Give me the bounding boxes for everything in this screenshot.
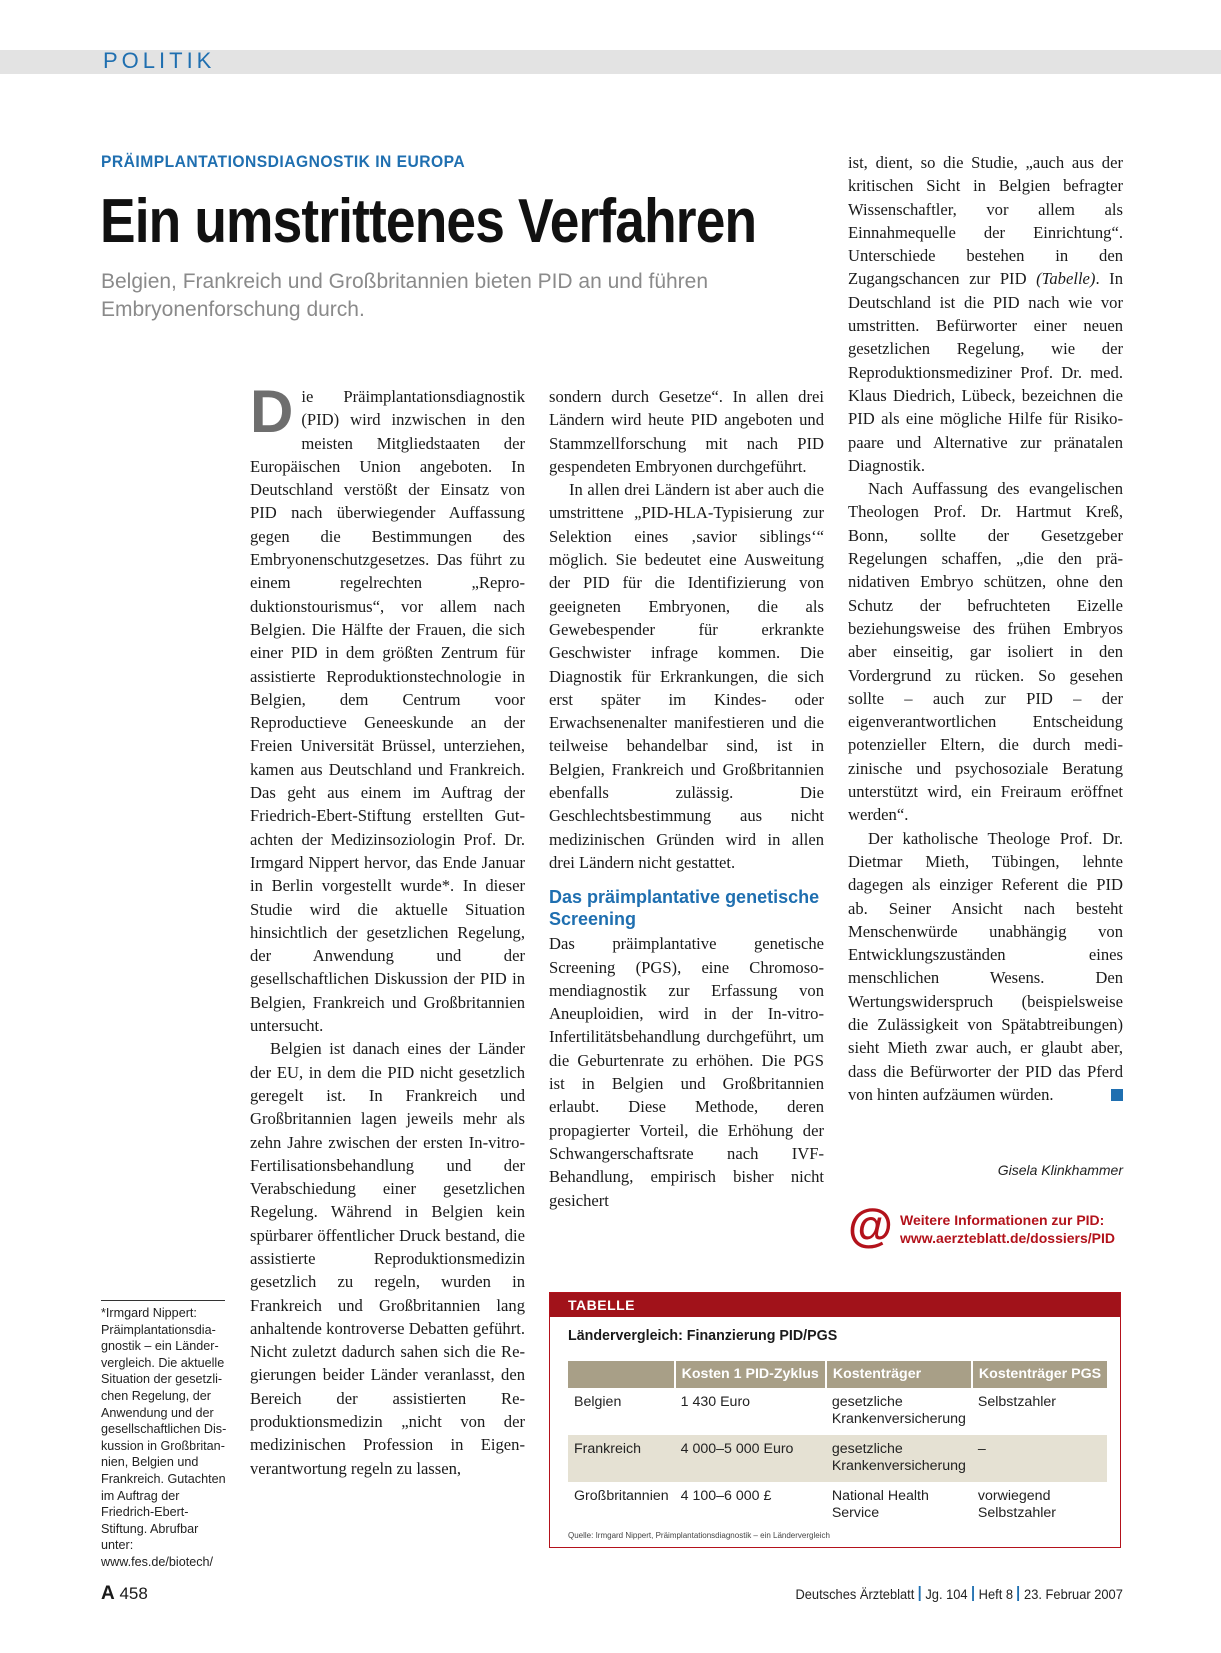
text-column-1 (250, 378, 525, 1480)
table-cell: gesetzliche Krankenversicherung (826, 1435, 972, 1482)
table-label: TABELLE (550, 1293, 1120, 1317)
footnote: *Irmgard Nippert: Präimplantationsdiagnostik – ein Ländervergleich. Die aktuelle Situation der gesetzlichen Regelung, der Anwendung und der gesellschaftlichen Diskussion in Großbritannien, Belgien und Frankreich. Gutachten im Auftrag der Friedrich-Ebert-Stiftung. Abrufbar unter: www.fes.de/biotech/ (101, 1306, 227, 1569)
article-subtitle: Belgien, Frankreich und Großbritannien bieten PID an und führen Embryonenforschung durch. (101, 270, 709, 321)
footnote-rule (101, 1300, 225, 1301)
paragraph (848, 827, 1123, 1107)
table-source: Quelle: Irmgard Nippert, Präimplantationsdiagnostik – ein Ländervergleich (568, 1531, 830, 1540)
journal-date: 23. Februar 2007 (1024, 1586, 1123, 1602)
table-cell: vorwiegend Selbstzahler (977, 1488, 1056, 1521)
column-header: Kosten 1 PID-Zyklus (675, 1361, 826, 1388)
section-label: POLITIK (103, 48, 216, 73)
table-cell: Großbritannien (574, 1488, 669, 1504)
table-cell: Selbstzahler (977, 1394, 1056, 1410)
paragraph-text: Der katholische Theologe Prof. Dr. Dietmar Mieth, Tübingen, lehnte dagegen als einziger Referent die PID ab. Seiner Ansicht nach besteht Menschenwürde unabhängig von Entwicklungszuständen eines menschlichen Wesens. Den Wertungswiderspruch (beispielsweise die Zulässigkeit von Spätabtreibungen) sieht Mieth zwar auch, er glaubt aber, dass die Befürworter der PID das Pferd von hinten aufzäumen würden. (848, 828, 1123, 1104)
journal-name: Deutsches Ärzteblatt (795, 1586, 915, 1602)
text-column-3 (848, 151, 1123, 1106)
paragraph: Nach Auffassung des evangelischen Theologen Prof. Dr. Hartmut Kreß, Bonn, sollte der Gesetzgeber Regelungen schaffen, „die den pränidativen Embryo schützen, ohne den Schutz der befruchteten Eizelle beziehungsweise des frühen Embryos aber einseitig, gar isoliert in den Vordergrund zu rücken. So gesehen sollte – auch zur PID – der eigenverantwortlichen Entscheidung potenzieller Eltern, die durch medizinische und psychosoziale Beratung unterstützt wird, ein Freiraum eröffnet werden“. (848, 479, 1123, 825)
table-cell: 4 100–6 000 £ (680, 1488, 772, 1504)
column-header: Kostenträger (826, 1361, 972, 1388)
at-sign-icon: @ (848, 1199, 893, 1251)
article-kicker: PRÄIMPLANTATIONSDIAGNOSTIK IN EUROPA (101, 152, 466, 171)
separator (972, 1586, 974, 1601)
paragraph-text: . In Deutschland ist die PID nach wie vor umstritten. Befürworter einer neuen gesetzlichen Regelung, wie der Reproduktionsmediziner Prof. Dr. med. Klaus Diedrich, Lübeck, bezeichnen die PID als eine mögliche Hilfe für Risikopaare und Alternative zur pränatalen Diagnostik. (848, 269, 1123, 475)
info-box[interactable] (848, 1199, 1148, 1251)
paragraph (250, 378, 525, 1037)
table-cell: gesetzliche Krankenversicherung (831, 1394, 966, 1427)
table-cell: – (972, 1435, 1107, 1482)
table-cell: National Health Service (831, 1488, 929, 1521)
journal-issue: Heft 8 (978, 1586, 1014, 1602)
table-row (568, 1388, 1107, 1435)
journal-info (796, 1586, 1123, 1602)
paragraph: In allen drei Ländern ist aber auch die umstrittene „PID-HLA-Typisierung zur Selektion eines ‚savior siblings‘“ möglich. Sie bedeutet eine Ausweitung der PID für die Identifizierung von geeigneten Embryonen, die als Gewebespender für erkrankte Geschwister infrage kommen. Die Diagnostik für Erkrankungen, die sich erst später im Kindes- oder Erwachsenenalter manifestieren und die teilweise behandelbar sind, ist in Belgien, Frankreich und Großbritannien ebenfalls zulässig. Die Geschlechtsbestimmung aus nicht medizinischen Gründen wird in allen drei Ländern nicht gestattet. (549, 480, 824, 872)
table-box (549, 1292, 1121, 1548)
table-cell: Belgien (574, 1394, 622, 1410)
table-row (568, 1435, 1107, 1482)
page-number-value: 458 (119, 1584, 148, 1603)
paragraph-text: ist, dient, so die Studie, „auch aus der kritischen Sicht in Belgien befragter Wissenschaftler, vor allem als Einnahmequelle der Einrichtung“. Unterschiede bestehen in den Zugangschancen zur PID (848, 153, 1123, 289)
journal-volume: Jg. 104 (925, 1586, 968, 1602)
table-cell: 4 000–5 000 Euro (675, 1435, 826, 1482)
table-row (568, 1482, 1107, 1529)
drop-cap: D (250, 378, 294, 445)
paragraph: sondern durch Gesetze“. In allen drei Ländern wird heute PID angeboten und Stammzellforschung mit nach PID gespendeten Embryonen durchgeführt. (549, 387, 824, 476)
separator (919, 1586, 921, 1601)
data-table (568, 1361, 1107, 1529)
subheading: Das präimplantative genetische Screening (549, 887, 820, 930)
table-header-row (568, 1361, 1107, 1388)
end-mark-icon (1111, 1089, 1123, 1101)
column-header (568, 1361, 675, 1388)
text-column-2 (549, 385, 824, 1212)
info-text[interactable] (900, 1211, 1115, 1247)
column-header: Kostenträger PGS (972, 1361, 1107, 1388)
table-cell: 1 430 Euro (680, 1394, 751, 1410)
table-reference: (Tabelle) (1036, 269, 1096, 289)
info-link[interactable]: www.aerzteblatt.de/dossiers/PID (900, 1230, 1115, 1246)
paragraph: Das präimplantative genetische Screening (PGS), eine Chromosomendiagnostik zur Erfassung von Aneuploidien, wird in der In-vitro-Infertilitätsbehandlung durchgeführt, um die Geburtenrate zu erhöhen. Die PGS ist in Belgien und Großbritannien erlaubt. Diese Methode, deren propagierter Vorteil, die Erhöhung der Schwangerschaftsrate nach IVF-Behandlung, empirisch bisher nicht gesichert (549, 934, 824, 1210)
page-prefix: A (101, 1583, 115, 1604)
paragraph (848, 151, 1123, 477)
info-line: Weitere Informationen zur PID: (900, 1212, 1105, 1228)
paragraph-text: ie Präimplantationsdiagnostik (PID) wird inzwischen in den meisten Mitgliedstaaten der Europäischen Union angeboten. In Deutschland verstößt der Einsatz von PID nach überwiegender Auffassung gegen die Bestimmungen des Embryonenschutzgesetzes. Das führt zu einem regelrechten „Reproduktionstourismus“, vor allem nach Belgien. Die Hälfte der Frauen, die sich einer PID in dem größten Zentrum für assistierte Reproduktionstechnologie in Belgien, dem Centrum voor Reproductieve Geneeskunde an der Freien Universität Brüssel, unterziehen, kamen aus Deutschland und Frankreich. Das geht aus einem im Auftrag der Friedrich-Ebert-Stiftung erstellten Gutachten der Medizinsoziologin Prof. Dr. Irmgard Nippert hervor, das Ende Januar in Berlin vorgestellt wurde*. In dieser Studie wird die aktuelle Situation hinsichtlich der gesetzlichen Regelung, der Anwendung und der gesellschaftlichen Diskussion der PID in Belgien, Frankreich und Großbritannien untersucht. (250, 387, 525, 1036)
author-byline: Gisela Klinkhammer (997, 1162, 1123, 1178)
page-number (101, 1583, 148, 1605)
paragraph: Belgien ist danach eines der Länder der EU, in dem die PID nicht gesetzlich geregelt ist. In Frankreich und Großbritannien lagen jeweils mehr als zehn Jahre zwischen der ersten In-vitro-Fertilisationsbehandlung und der Verabschiedung einer gesetzlichen Regelung. Während in Belgien kein spürbarer öffentlicher Druck bestand, die assistierte Reproduktionsmedizin gesetzlich zu regeln, wurden in Frankreich und Großbritannien lang anhaltende kontroverse Debatten geführt. Nicht zuletzt dadurch sahen sich die Regierungen beider Länder veranlasst, den Bereich der assistierten Reproduktionsmedizin „nicht von der medizinischen Profession in Eigenverantwortung regeln zu lassen, (250, 1039, 525, 1478)
separator (1018, 1586, 1020, 1601)
article-title: Ein umstrittenes Verfahren (100, 187, 757, 256)
table-cell: Frankreich (568, 1435, 675, 1482)
table-title: Ländervergleich: Finanzierung PID/PGS (568, 1327, 838, 1344)
